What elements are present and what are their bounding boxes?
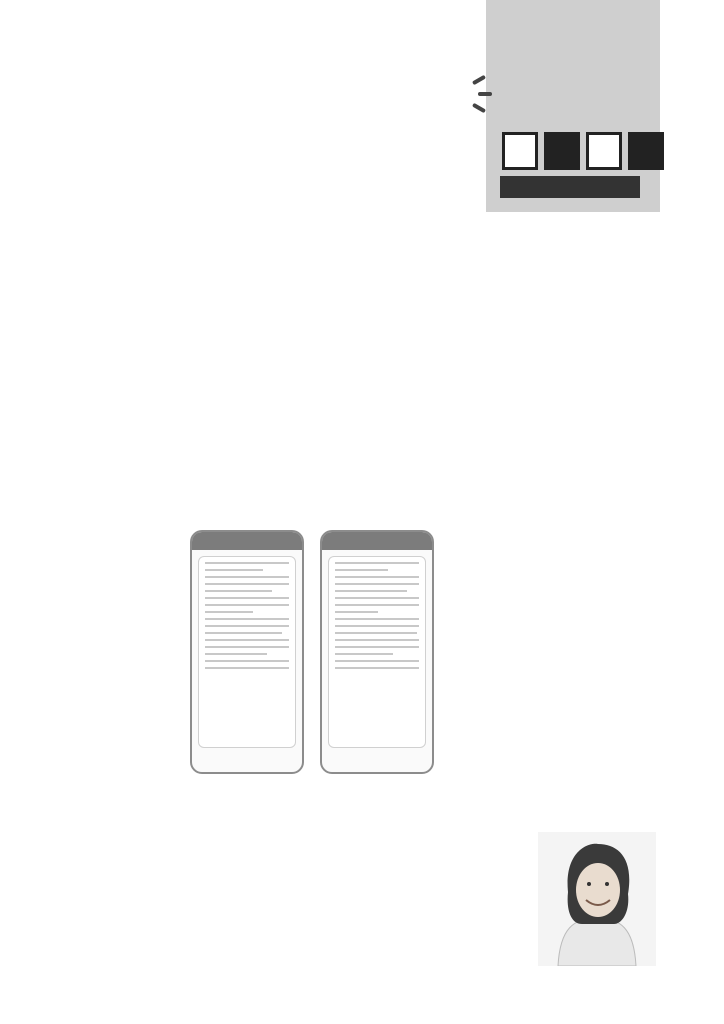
series-box — [502, 132, 538, 170]
phone-mockup — [320, 530, 434, 774]
phone-message — [198, 556, 296, 748]
phone-header — [322, 532, 432, 550]
phone-header — [192, 532, 302, 550]
series-box — [586, 132, 622, 170]
series-box — [628, 132, 664, 170]
series-box — [544, 132, 580, 170]
series-boxes — [502, 132, 664, 170]
author-photo — [538, 832, 656, 966]
issue-number — [500, 176, 640, 198]
phone-mockup — [190, 530, 304, 774]
phone-message — [328, 556, 426, 748]
